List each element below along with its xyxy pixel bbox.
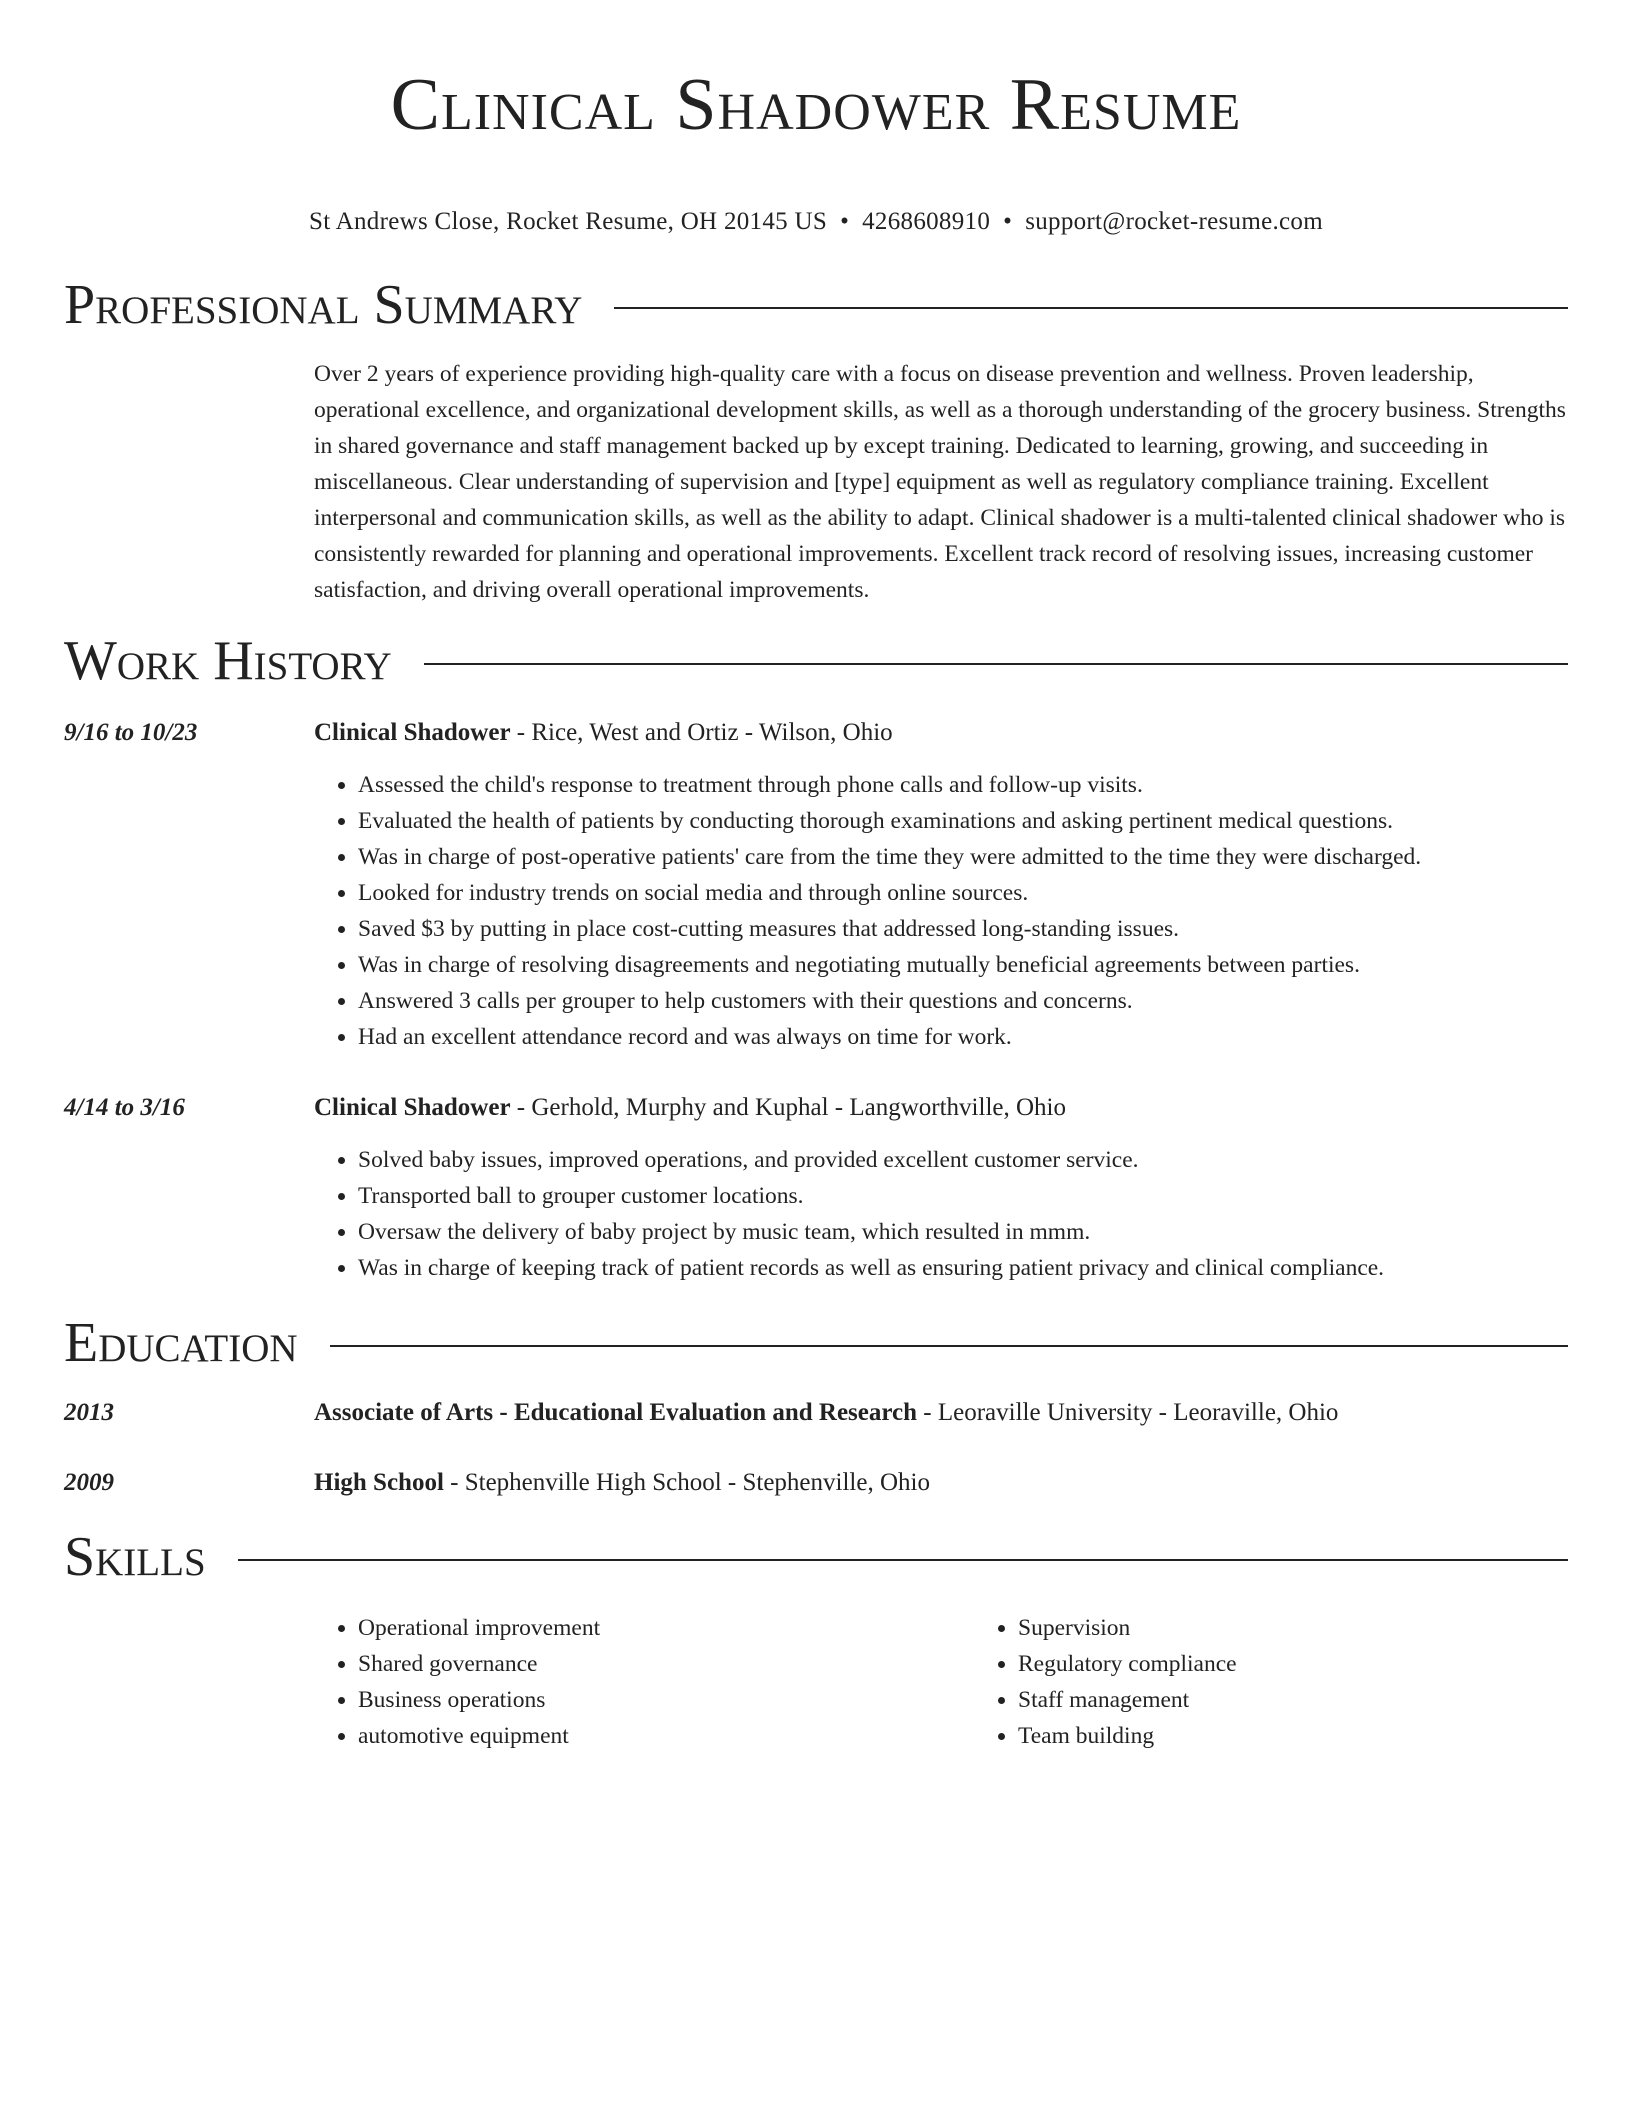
job-heading bbox=[314, 1091, 1568, 1125]
job-details bbox=[314, 716, 1568, 1055]
section-divider bbox=[330, 1345, 1568, 1347]
education-details bbox=[314, 1466, 1568, 1500]
job-details bbox=[314, 1091, 1568, 1286]
section-title-education: Education bbox=[64, 1312, 298, 1374]
section-header-education bbox=[64, 1310, 1568, 1376]
education-school: - Leoraville University - Leoraville, Ohio bbox=[917, 1399, 1339, 1426]
summary-paragraph: Over 2 years of experience providing high-quality care with a focus on disease prevention and wellness. Proven leadership, operational excellence, and organizational development skills, as well as a thorough understanding of the grocery business. Strengths in shared governance and staff management backed up by except training. Dedicated to learning, growing, and succeeding in miscellaneous. Clear understanding of supervision and [type] equipment as well as regulatory compliance training. Excellent interpersonal and communication skills, as well as the ability to adapt. Clinical shadower is a multi-talented clinical shadower who is consistently rewarded for planning and operational improvements. Excellent track record of resolving issues, increasing customer satisfaction, and driving overall operational improvements. bbox=[314, 361, 1566, 603]
job-employer: - Gerhold, Murphy and Kuphal - Langworthville, Ohio bbox=[510, 1094, 1066, 1121]
job-bullet: • Assessed the child's response to treatment through phone calls and follow-up visits. bbox=[358, 767, 1568, 803]
contact-email: support@rocket-resume.com bbox=[1025, 208, 1323, 235]
job-entry bbox=[64, 1091, 1568, 1286]
education-year: 2013 bbox=[64, 1399, 114, 1426]
job-dates: 4/14 to 3/16 bbox=[64, 1094, 185, 1121]
job-position: Clinical Shadower bbox=[314, 719, 511, 746]
resume-title: Clinical Shadower Resume bbox=[390, 64, 1242, 146]
section-header-skills bbox=[64, 1524, 1568, 1590]
job-bullet: • Transported ball to grouper customer locations. bbox=[358, 1178, 1568, 1214]
contact-phone: 4268608910 bbox=[862, 208, 991, 235]
job-bullet: • Looked for industry trends on social media and through online sources. bbox=[358, 875, 1568, 911]
section-divider bbox=[424, 663, 1568, 665]
contact-address: St Andrews Close, Rocket Resume, OH 20145 US bbox=[309, 208, 828, 235]
skill-item: • Supervision bbox=[1018, 1610, 1632, 1646]
job-bullet-list bbox=[314, 1142, 1568, 1286]
skill-item: • automotive equipment bbox=[358, 1718, 974, 1754]
skills-list bbox=[314, 1610, 1568, 1754]
job-bullet: • Was in charge of keeping track of patient records as well as ensuring patient privacy and clinical compliance. bbox=[358, 1250, 1568, 1286]
education-degree: Associate of Arts - Educational Evaluation and Research bbox=[314, 1399, 918, 1426]
job-bullet: • Was in charge of resolving disagreements and negotiating mutually beneficial agreements between parties. bbox=[358, 947, 1568, 983]
job-employer: - Rice, West and Ortiz - Wilson, Ohio bbox=[510, 719, 893, 746]
skill-item: • Team building bbox=[1018, 1718, 1632, 1754]
job-bullet: • Saved $3 by putting in place cost-cutting measures that addressed long-standing issues. bbox=[358, 911, 1568, 947]
job-position: Clinical Shadower bbox=[314, 1094, 511, 1121]
section-title-skills: Skills bbox=[64, 1526, 206, 1588]
section-header-work bbox=[64, 628, 1568, 694]
job-bullet-list bbox=[314, 767, 1568, 1055]
section-divider bbox=[614, 307, 1568, 309]
resume-header bbox=[64, 0, 1568, 238]
job-bullet: • Evaluated the health of patients by conducting thorough examinations and asking pertinent medical questions. bbox=[358, 803, 1568, 839]
resume-page bbox=[64, 0, 1568, 1754]
skills-column-right bbox=[974, 1610, 1632, 1754]
job-bullet: • Solved baby issues, improved operations, and provided excellent customer service. bbox=[358, 1142, 1568, 1178]
education-details bbox=[314, 1396, 1568, 1430]
job-bullet: • Oversaw the delivery of baby project by music team, which resulted in mmm. bbox=[358, 1214, 1568, 1250]
contact-separator: • bbox=[1003, 208, 1013, 235]
skills-column-left bbox=[314, 1610, 974, 1754]
job-bullet: • Had an excellent attendance record and was always on time for work. bbox=[358, 1019, 1568, 1055]
section-title-summary: Professional Summary bbox=[64, 274, 583, 336]
job-bullet: • Was in charge of post-operative patients' care from the time they were admitted to the time they were discharged. bbox=[358, 839, 1568, 875]
skill-item: • Staff management bbox=[1018, 1682, 1632, 1718]
section-divider bbox=[238, 1559, 1568, 1561]
job-heading bbox=[314, 716, 1568, 750]
education-entry bbox=[64, 1396, 1568, 1430]
skill-item: • Business operations bbox=[358, 1682, 974, 1718]
skill-item: • Operational improvement bbox=[358, 1610, 974, 1646]
job-dates: 9/16 to 10/23 bbox=[64, 719, 198, 746]
contact-line bbox=[64, 206, 1568, 238]
education-school: - Stephenville High School - Stephenville, Ohio bbox=[443, 1469, 930, 1496]
section-header-summary bbox=[64, 272, 1568, 338]
skill-item: • Regulatory compliance bbox=[1018, 1646, 1632, 1682]
education-year: 2009 bbox=[64, 1469, 114, 1496]
job-bullet: • Answered 3 calls per grouper to help customers with their questions and concerns. bbox=[358, 983, 1568, 1019]
contact-separator: • bbox=[840, 208, 850, 235]
section-title-work: Work History bbox=[64, 630, 392, 692]
job-entry bbox=[64, 716, 1568, 1055]
education-degree: High School bbox=[314, 1469, 444, 1496]
education-entry bbox=[64, 1466, 1568, 1500]
skill-item: • Shared governance bbox=[358, 1646, 974, 1682]
